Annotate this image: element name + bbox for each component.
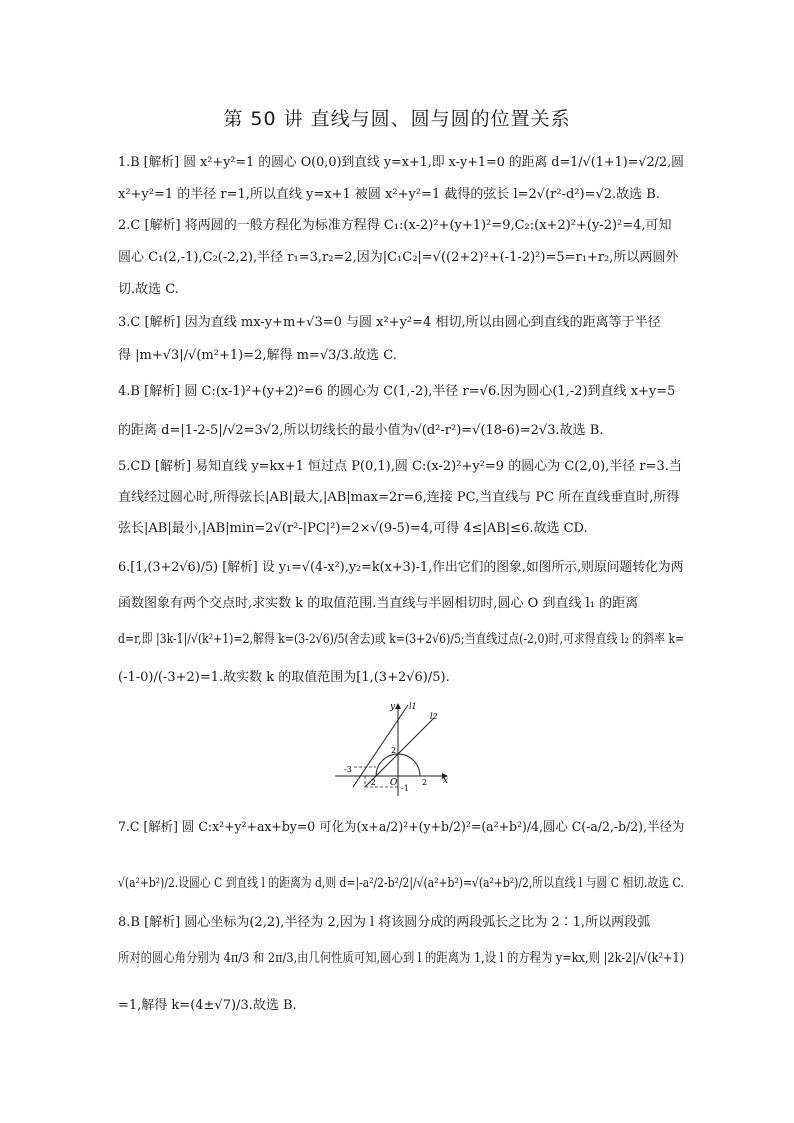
- text-line: 7.C [解析] 圆 C:x²+y²+ax+by=0 可化为(x+a/2)²+(y+b/2)²=(a²+b²)/4,圆心 C(-a/2,-b/2),半径为: [118, 820, 685, 835]
- text-line: x²+y²=1 的半径 r=1,所以直线 y=x+1 被圆 x²+y²=1 截得的弦长 l=2√(r²-d²)=√2.故选 B.: [118, 187, 660, 202]
- text-line: 8.B [解析] 圆心坐标为(2,2),半径为 2,因为 l 将该圆分成的两段弧长之比为 2∶1,所以两段弧: [118, 915, 651, 930]
- line2-label: l2: [430, 712, 438, 721]
- function-graph-figure: [330, 700, 470, 800]
- tick-label-2y: 2: [391, 746, 397, 755]
- text-line: 弦长|AB|最小,|AB|min=2√(r²-|PC|²)=2×√(9-5)=4,可得 4≤|AB|≤6.故选 CD.: [118, 521, 588, 536]
- tick-label-neg3: -3: [344, 765, 352, 774]
- text-line: =1,解得 k=(4±√7)/3.故选 B.: [118, 998, 297, 1013]
- text-line: 圆心 C₁(2,-1),C₂(-2,2),半径 r₁=3,r₂=2,因为|C₁C₂|=√((2+2)²+(-1-2)²)=5=r₁+r₂,所以两圆外: [118, 250, 679, 265]
- text-line: 所对的圆心角分别为 4π/3 和 2π/3,由几何性质可知,圆心到 l 的距离为 1,设 l 的方程为 y=kx,则 |2k-2|/√(k²+1): [118, 951, 685, 966]
- text-line: (-1-0)/(-3+2)=1.故实数 k 的取值范围为[1,(3+2√6)/5).: [118, 670, 450, 685]
- text-line: 得 |m+√3|/√(m²+1)=2,解得 m=√3/3.故选 C.: [118, 348, 397, 363]
- page-title: 第 50 讲 直线与圆、圆与圆的位置关系: [223, 108, 571, 130]
- text-line: 的距离 d=|1-2-5|/√2=3√2,所以切线长的最小值为√(d²-r²)=√(18-6)=2√3.故选 B.: [118, 423, 604, 438]
- text-line: 切.故选 C.: [118, 282, 179, 297]
- tick-label-neg2: -2: [368, 778, 376, 787]
- axis-y-label: y: [390, 702, 396, 712]
- text-line: 1.B [解析] 圆 x²+y²=1 的圆心 O(0,0)到直线 y=x+1,即 x-y+1=0 的距离 d=1/√(1+1)=√2/2,圆: [118, 155, 684, 170]
- line-l2: [365, 718, 434, 787]
- text-line: 5.CD [解析] 易知直线 y=kx+1 恒过点 P(0,1),圆 C:(x-2)²+y²=9 的圆心为 C(2,0),半径 r=3.当: [118, 459, 682, 474]
- origin-label: O: [390, 778, 398, 788]
- text-line: √(a²+b²)/2.设圆心 C 到直线 l 的距离为 d,则 d=|-a²/2-b²/2|/√(a²+b²)=√(a²+b²)/2,所以直线 l 与圆 C 相切.故选 C.: [118, 876, 684, 891]
- text-line: d=r,即 |3k-1|/√(k²+1)=2,解得 k=(3-2√6)/5(舍去)或 k=(3+2√6)/5;当直线过点(-2,0)时,可求得直线 l₂ 的斜率 k=: [118, 632, 685, 647]
- text-line: 函数图象有两个交点时,求实数 k 的取值范围.当直线与半圆相切时,圆心 O 到直线 l₁ 的距离: [118, 596, 639, 611]
- text-line: 3.C [解析] 因为直线 mx-y+m+√3=0 与圆 x²+y²=4 相切,所以由圆心到直线的距离等于半径: [118, 315, 661, 330]
- text-line: 2.C [解析] 将两圆的一般方程化为标准方程得 C₁:(x-2)²+(y+1)²=9,C₂:(x+2)²+(y-2)²=4,可知: [118, 218, 672, 233]
- axis-x-label: x: [443, 776, 449, 786]
- tick-label-2x: 2: [422, 778, 428, 787]
- text-line: 4.B [解析] 圆 C:(x-1)²+(y+2)²=6 的圆心为 C(1,-2),半径 r=√6.因为圆心(1,-2)到直线 x+y=5: [118, 384, 676, 399]
- text-line: 6.[1,(3+2√6)/5) [解析] 设 y₁=√(4-x²),y₂=k(x+3)-1,作出它们的图象,如图所示,则原问题转化为两: [118, 560, 684, 575]
- tick-label-neg1: -1: [401, 784, 409, 793]
- y-axis-arrow: [395, 703, 401, 709]
- line-l1: [353, 705, 408, 787]
- text-line: 直线经过圆心时,所得弦长|AB|最大,|AB|max=2r=6,连接 PC,当直线与 PC 所在直线垂直时,所得: [118, 490, 680, 505]
- line1-label: l1: [409, 702, 417, 711]
